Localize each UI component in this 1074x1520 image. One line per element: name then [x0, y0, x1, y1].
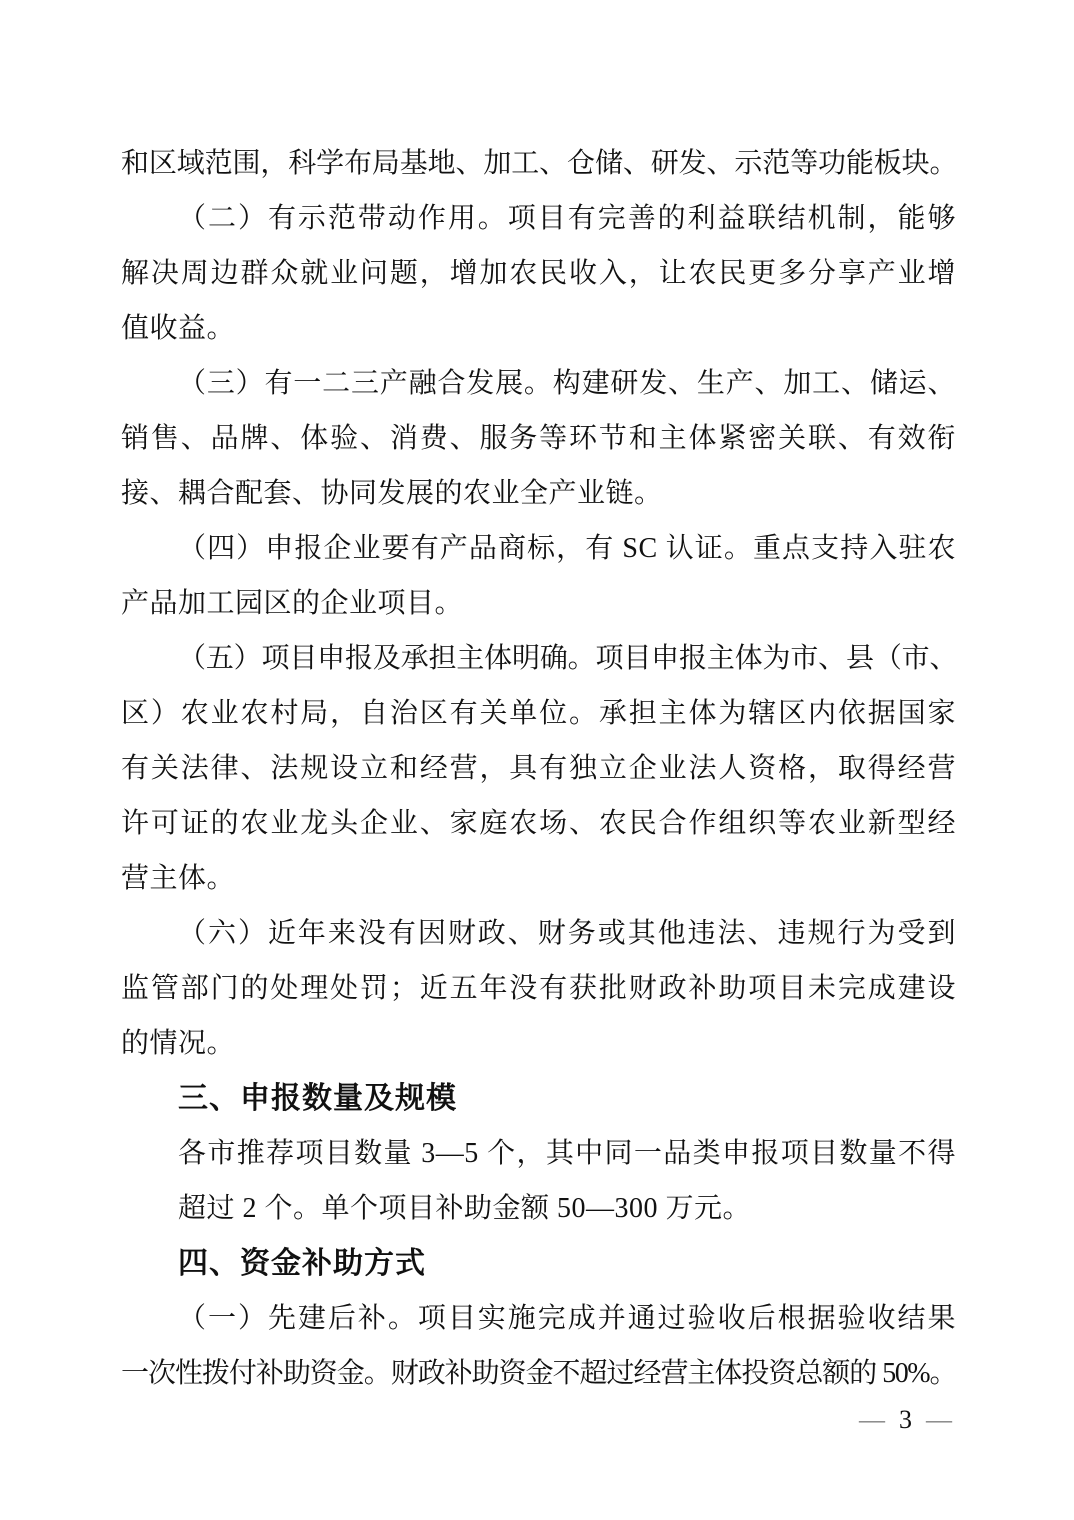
text-line: （六）近年来没有因财政、财务或其他违法、违规行为受到	[178, 918, 956, 949]
text-line: 解决周边群众就业问题，增加农民收入，让农民更多分享产业增	[121, 258, 956, 289]
text-line: 销售、品牌、体验、消费、服务等环节和主体紧密关联、有效衔	[121, 423, 956, 454]
text-line: （四）申报企业要有产品商标，有 SC 认证。重点支持入驻农	[178, 533, 956, 564]
text-line: 一次性拨付补助资金。财政补助资金不超过经营主体投资总额的 50%。	[121, 1358, 956, 1389]
text-line: 和区域范围，科学布局基地、加工、仓储、研发、示范等功能板块。	[121, 148, 956, 179]
page-footer	[121, 1400, 956, 1440]
text-line: 接、耦合配套、协同发展的农业全产业链。	[121, 478, 663, 509]
text-line: 许可证的农业龙头企业、家庭农场、农民合作组织等农业新型经	[121, 808, 956, 839]
text-line: （三）有一二三产融合发展。构建研发、生产、加工、储运、	[178, 368, 956, 399]
text-line: 各市推荐项目数量 3—5 个，其中同一品类申报项目数量不得	[178, 1138, 956, 1169]
section-heading: 三、申报数量及规模	[178, 1082, 457, 1115]
text-line: 营主体。	[121, 863, 236, 894]
text-line: 的情况。	[121, 1028, 236, 1059]
text-line: 值收益。	[121, 313, 236, 344]
text-line: 区）农业农村局，自治区有关单位。承担主体为辖区内依据国家	[121, 698, 956, 729]
footer-dash-left: —	[859, 1405, 885, 1434]
text-line: （五）项目申报及承担主体明确。项目申报主体为市、县（市、	[178, 643, 956, 674]
text-line: （二）有示范带动作用。项目有完善的利益联结机制，能够	[178, 203, 956, 234]
footer-dash-right: —	[926, 1405, 952, 1434]
page-number: 3	[899, 1405, 912, 1434]
section-heading: 四、资金补助方式	[178, 1247, 426, 1280]
text-line: 有关法律、法规设立和经营，具有独立企业法人资格，取得经营	[121, 753, 956, 784]
text-line: 监管部门的处理处罚；近五年没有获批财政补助项目未完成建设	[121, 973, 956, 1004]
text-line: 超过 2 个。单个项目补助金额 50—300 万元。	[178, 1193, 752, 1224]
text-line: （一）先建后补。项目实施完成并通过验收后根据验收结果	[178, 1303, 956, 1334]
text-line: 产品加工园区的企业项目。	[121, 588, 464, 619]
document-body	[121, 136, 956, 1401]
